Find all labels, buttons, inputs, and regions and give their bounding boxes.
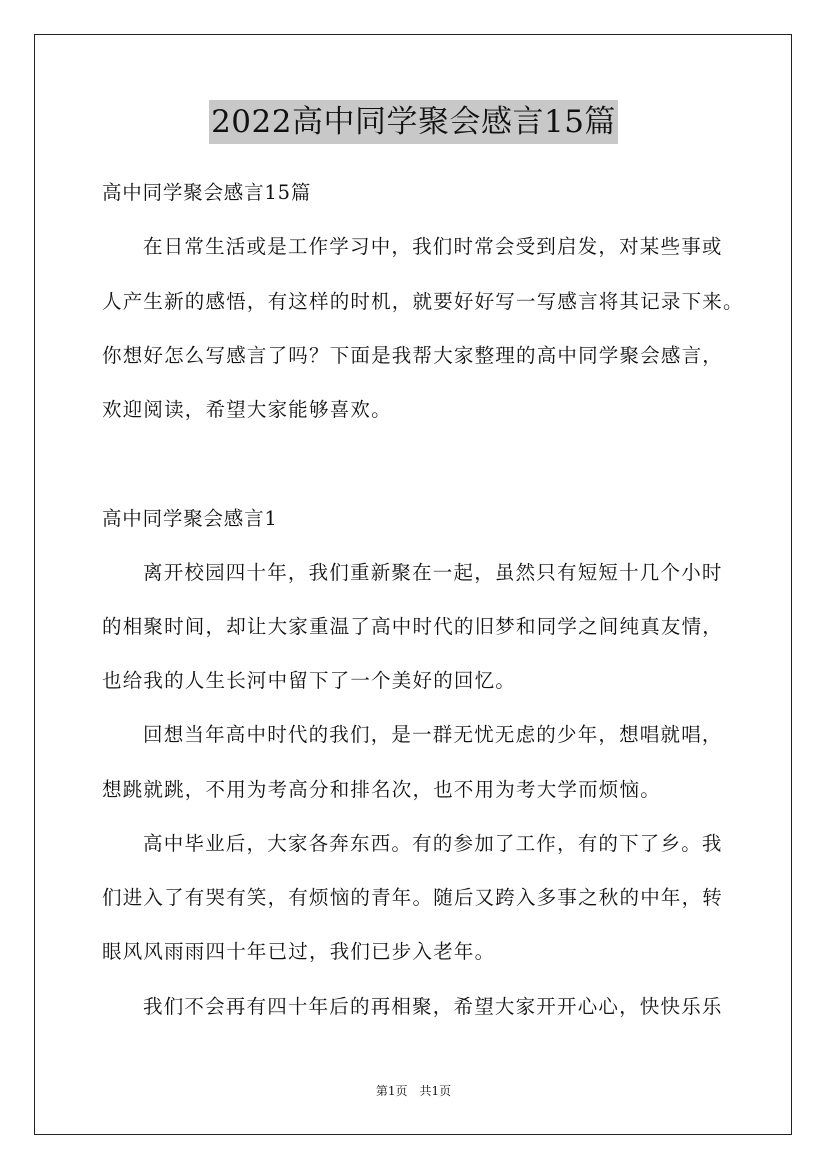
section-line: 离开校园四十年，我们重新聚在一起，虽然只有短短十几个小时 [143,561,723,584]
section-line: 回想当年高中时代的我们，是一群无忧无虑的少年，想唱就唱， [143,723,723,746]
section-line: 的相聚时间，却让大家重温了高中时代的旧梦和同学之间纯真友情， [102,615,724,638]
document-title: 2022高中同学聚会感言15篇 [209,100,618,144]
section-line: 们进入了有哭有笑，有烦恼的青年。随后又跨入多事之秋的中年，转 [102,886,724,909]
section-line: 高中毕业后，大家各奔东西。有的参加了工作，有的下了乡。我 [143,832,723,855]
section-line: 眼风风雨雨四十年已过，我们已步入老年。 [102,940,496,963]
intro-line: 欢迎阅读，希望大家能够喜欢。 [102,398,392,421]
section-heading: 高中同学聚会感言1 [102,507,278,530]
intro-line: 你想好怎么写感言了吗？下面是我帮大家整理的高中同学聚会感言， [102,344,724,367]
section-line: 我们不会再有四十年后的再相聚，希望大家开开心心，快快乐乐 [143,995,723,1018]
intro-line: 人产生新的感悟，有这样的时机，就要好好写一写感言将其记录下来。 [102,290,744,313]
section-line: 也给我的人生长河中留下了一个美好的回忆。 [102,669,517,692]
section-line: 想跳就跳，不用为考高分和排名次，也不用为考大学而烦恼。 [102,778,661,801]
intro-line: 在日常生活或是工作学习中，我们时常会受到启发，对某些事或 [143,235,723,258]
document-subtitle: 高中同学聚会感言15篇 [102,181,312,204]
page-footer: 第1页 共1页 [375,1084,452,1098]
title-container [0,100,827,144]
